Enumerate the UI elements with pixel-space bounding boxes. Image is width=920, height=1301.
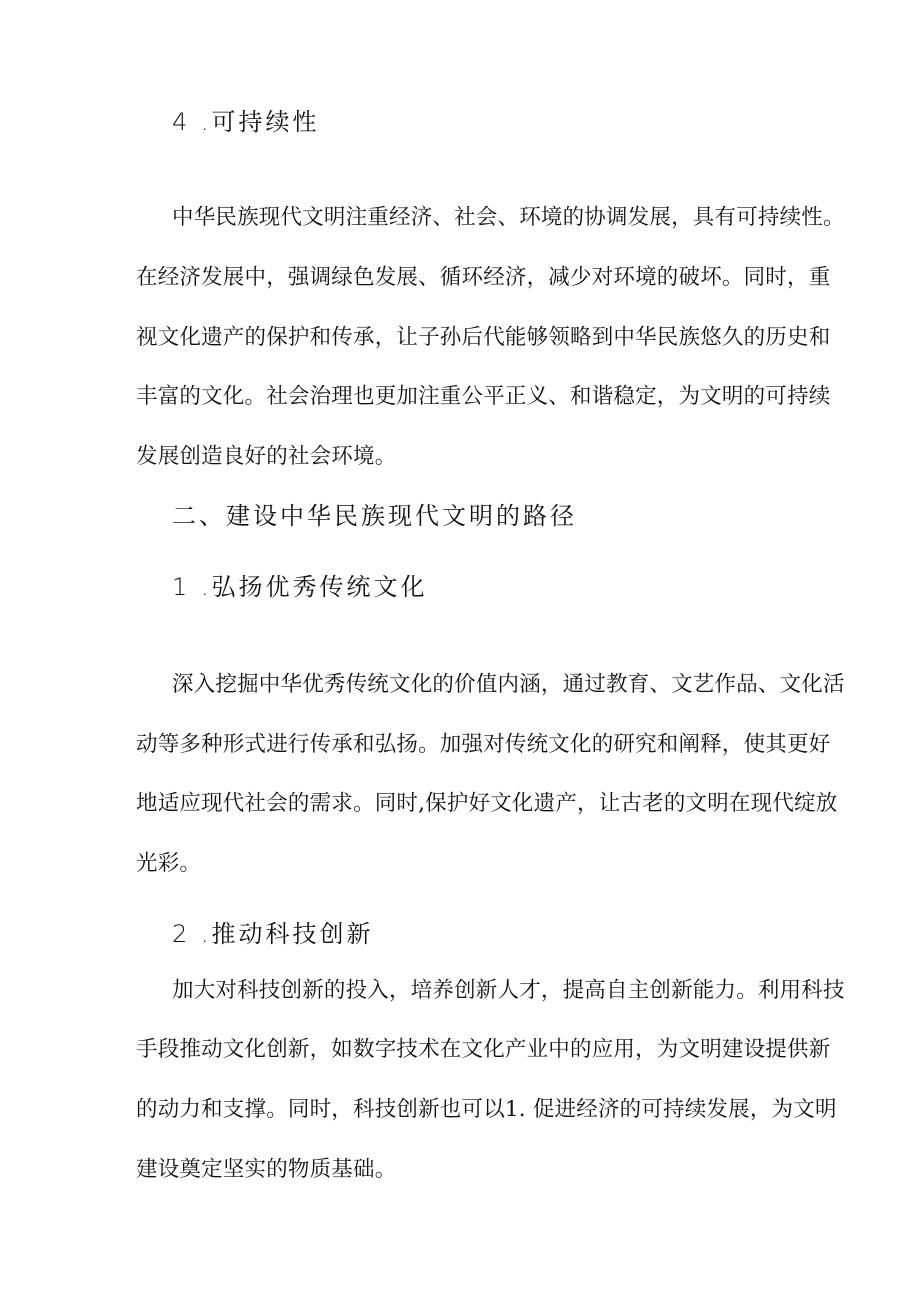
paragraph-line: 手段推动文化创新，如数字技术在文化产业中的应用，为文明建设提供新 [136, 1037, 831, 1062]
paragraph-line: 加大对科技创新的投入，培养创新人才，提高自主创新能力。利用科技 [172, 978, 845, 1003]
paragraph-line: 中华民族现代文明注重经济、社会、环境的协调发展，具有可持续性。 [172, 205, 845, 230]
paragraph-line: 地适应现代社会的需求。同时,保护好文化遗产，让古老的文明在现代绽放 [136, 791, 838, 816]
paragraph-line: 丰富的文化。社会治理也更加注重公平正义、和谐稳定，为文明的可持续 [136, 384, 831, 409]
paragraph-line: 的动力和支撑。同时，科技创新也可以1. 促进经济的可持续发展，为文明 [136, 1097, 837, 1122]
paragraph-line: 建设奠定坚实的物质基础。 [136, 1157, 397, 1182]
paragraph-line: 在经济发展中，强调绿色发展、循环经济，减少对环境的破坏。同时，重 [136, 265, 831, 290]
paragraph-line: 视文化遗产的保护和传承，让子孙后代能够领略到中华民族悠久的历史和 [136, 325, 831, 350]
paragraph-line: 深入挖掘中华优秀传统文化的价值内涵，通过教育、文艺作品、文化活 [172, 672, 845, 697]
paragraph-line: 动等多种形式进行传承和弘扬。加强对传统文化的研究和阐释，使其更好 [136, 732, 831, 757]
subsection-heading-technology: 2 .推动科技创新 [172, 920, 374, 948]
paragraph-line: 光彩。 [136, 851, 202, 876]
paragraph-line: 发展创造良好的社会环境。 [136, 444, 397, 469]
subsection-heading-culture: 1 .弘扬优秀传统文化 [172, 573, 428, 601]
section-heading-sustainability: 4 .可持续性 [172, 108, 320, 136]
chapter-heading-paths: 二、建设中华民族现代文明的路径 [172, 502, 577, 530]
